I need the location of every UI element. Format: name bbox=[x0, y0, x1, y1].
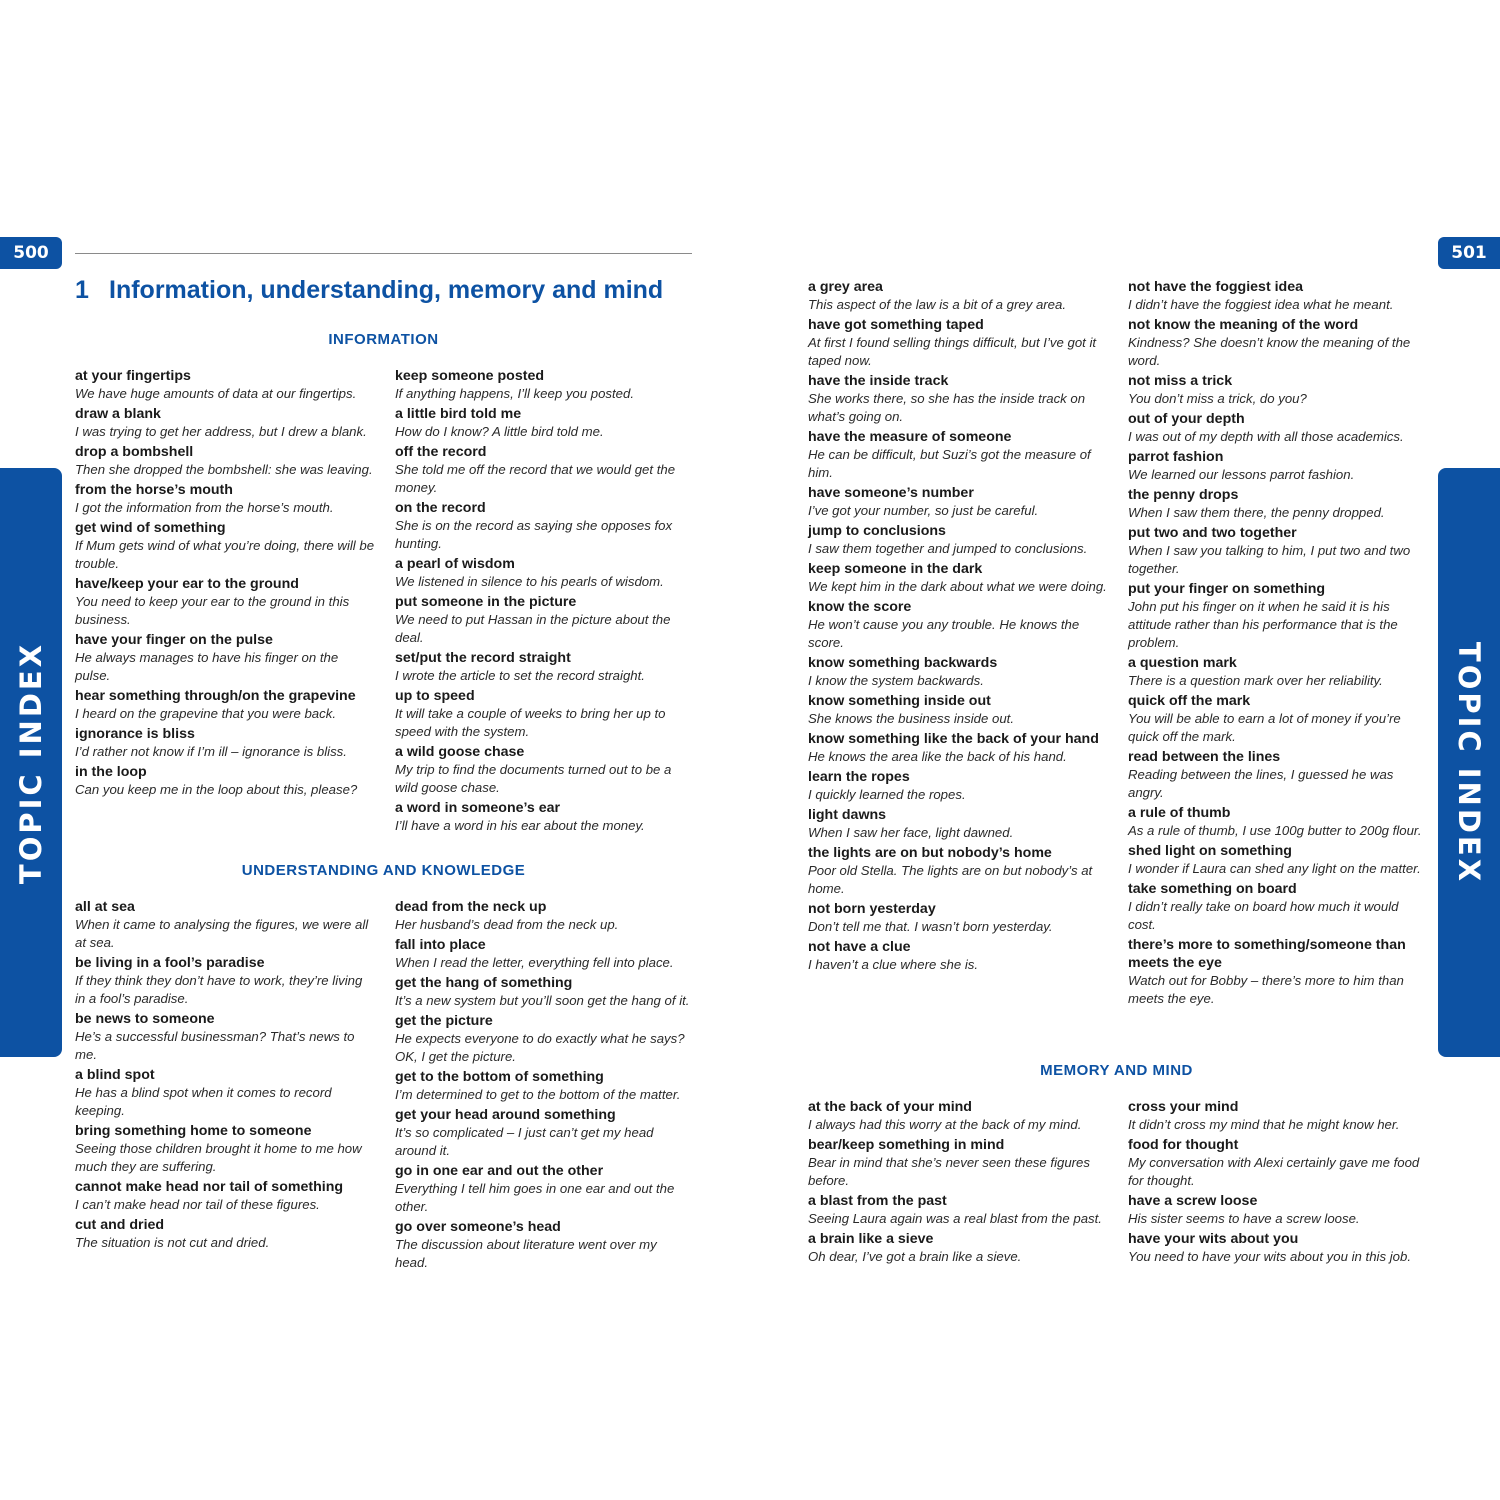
idiom-example: We kept him in the dark about what we were doing. bbox=[808, 579, 1107, 594]
idiom-example: My trip to find the documents turned out to be a wild goose chase. bbox=[395, 762, 672, 795]
idiom-term: have a screw loose bbox=[1128, 1193, 1258, 1209]
idiom-term: have the measure of someone bbox=[808, 429, 1012, 445]
idiom-example: I’m determined to get to the bottom of the matter. bbox=[395, 1087, 681, 1102]
idiom-example: She knows the business inside out. bbox=[808, 711, 1014, 726]
idiom-example: You need to keep your ear to the ground in this business. bbox=[75, 594, 350, 627]
idiom-example: It didn’t cross my mind that he might know her. bbox=[1128, 1117, 1400, 1132]
idiom-term: not miss a trick bbox=[1128, 373, 1233, 389]
memory-column-1 bbox=[808, 1098, 1108, 1268]
idiom-entry bbox=[808, 938, 1108, 974]
idiom-entry bbox=[808, 372, 1108, 426]
idiom-example: Seeing those children brought it home to me how much they are suffering. bbox=[75, 1141, 362, 1174]
idiom-term: get the hang of something bbox=[395, 975, 573, 991]
idiom-example: I didn’t have the foggiest idea what he meant. bbox=[1128, 297, 1394, 312]
idiom-entry bbox=[75, 367, 375, 403]
idiom-example: I can’t make head nor tail of these figures. bbox=[75, 1197, 320, 1212]
idiom-example: When it came to analysing the figures, we were all at sea. bbox=[75, 917, 369, 950]
idiom-term: a blind spot bbox=[75, 1067, 155, 1083]
information-column-1 bbox=[75, 367, 375, 801]
idiom-term: have your finger on the pulse bbox=[75, 632, 273, 648]
idiom-entry bbox=[395, 687, 692, 741]
idiom-example: It will take a couple of weeks to bring her up to speed with the system. bbox=[395, 706, 666, 739]
idiom-term: from the horse’s mouth bbox=[75, 482, 233, 498]
idiom-term: a blast from the past bbox=[808, 1193, 947, 1209]
idiom-example: We have huge amounts of data at our fingertips. bbox=[75, 386, 357, 401]
idiom-example: You will be able to earn a lot of money if you’re quick off the mark. bbox=[1128, 711, 1401, 744]
idiom-term: at your fingertips bbox=[75, 368, 191, 384]
idiom-example: I always had this worry at the back of my mind. bbox=[808, 1117, 1082, 1132]
idiom-term: all at sea bbox=[75, 899, 135, 915]
idiom-term: learn the ropes bbox=[808, 769, 910, 785]
idiom-entry bbox=[75, 725, 375, 761]
idiom-entry bbox=[75, 1010, 375, 1064]
idiom-term: a rule of thumb bbox=[1128, 805, 1231, 821]
idiom-entry bbox=[75, 1178, 375, 1214]
idiom-term: a brain like a sieve bbox=[808, 1231, 934, 1247]
idiom-term: ignorance is bliss bbox=[75, 726, 195, 742]
idiom-entry bbox=[75, 405, 375, 441]
idiom-term: have the inside track bbox=[808, 373, 949, 389]
idiom-example: Everything I tell him goes in one ear and out the other. bbox=[395, 1181, 675, 1214]
idiom-term: be news to someone bbox=[75, 1011, 215, 1027]
idiom-example: When I saw them there, the penny dropped. bbox=[1128, 505, 1385, 520]
idiom-term: in the loop bbox=[75, 764, 147, 780]
idiom-entry bbox=[1128, 692, 1428, 746]
idiom-example: Don’t tell me that. I wasn’t born yesterday. bbox=[808, 919, 1053, 934]
idiom-example: You don’t miss a trick, do you? bbox=[1128, 391, 1307, 406]
idiom-term: know the score bbox=[808, 599, 912, 615]
idiom-entry bbox=[75, 631, 375, 685]
idiom-term: have/keep your ear to the ground bbox=[75, 576, 299, 592]
chapter-title bbox=[75, 276, 715, 305]
idiom-term: cannot make head nor tail of something bbox=[75, 1179, 344, 1195]
idiom-example: Kindness? She doesn’t know the meaning of the word. bbox=[1128, 335, 1411, 368]
idiom-example: If anything happens, I’ll keep you posted. bbox=[395, 386, 635, 401]
idiom-entry bbox=[75, 954, 375, 1008]
idiom-example: I’d rather not know if I’m ill – ignorance is bliss. bbox=[75, 744, 347, 759]
idiom-example: He knows the area like the back of his hand. bbox=[808, 749, 1067, 764]
idiom-term: a question mark bbox=[1128, 655, 1237, 671]
idiom-entry bbox=[1128, 1098, 1428, 1134]
idiom-example: His sister seems to have a screw loose. bbox=[1128, 1211, 1360, 1226]
idiom-example: She told me off the record that we would get the money. bbox=[395, 462, 676, 495]
idiom-entry bbox=[75, 1216, 375, 1252]
chapter-number: 1 bbox=[75, 276, 89, 304]
idiom-entry bbox=[395, 367, 692, 403]
idiom-term: have someone’s number bbox=[808, 485, 974, 501]
idiom-example: There is a question mark over her reliability. bbox=[1128, 673, 1383, 688]
idiom-entry bbox=[808, 768, 1108, 804]
idiom-example: She works there, so she has the inside track on what’s going on. bbox=[808, 391, 1086, 424]
idiom-example: She is on the record as saying she opposes fox hunting. bbox=[395, 518, 673, 551]
idiom-example: Reading between the lines, I guessed he was angry. bbox=[1128, 767, 1394, 800]
idiom-entry bbox=[75, 443, 375, 479]
idiom-term: not born yesterday bbox=[808, 901, 936, 917]
idiom-example: John put his finger on it when he said it is his attitude rather than his performance that is the problem. bbox=[1128, 599, 1398, 650]
idiom-example: How do I know? A little bird told me. bbox=[395, 424, 604, 439]
idiom-example: If Mum gets wind of what you’re doing, there will be trouble. bbox=[75, 538, 375, 571]
idiom-entry bbox=[808, 1136, 1108, 1190]
idiom-entry bbox=[395, 593, 692, 647]
idiom-entry bbox=[808, 692, 1108, 728]
idiom-entry bbox=[808, 598, 1108, 652]
idiom-entry bbox=[395, 1106, 692, 1160]
idiom-term: go in one ear and out the other bbox=[395, 1163, 604, 1179]
idiom-entry bbox=[1128, 1230, 1428, 1266]
page-number-left: 500 bbox=[0, 237, 62, 269]
idiom-entry bbox=[395, 1218, 692, 1272]
idiom-entry bbox=[1128, 654, 1428, 690]
idiom-term: not know the meaning of the word bbox=[1128, 317, 1359, 333]
page-number-right: 501 bbox=[1438, 237, 1500, 269]
idiom-term: drop a bombshell bbox=[75, 444, 194, 460]
idiom-term: have got something taped bbox=[808, 317, 984, 333]
idiom-entry bbox=[808, 654, 1108, 690]
idiom-example: I haven’t a clue where she is. bbox=[808, 957, 979, 972]
idiom-example: I wrote the article to set the record straight. bbox=[395, 668, 645, 683]
idiom-entry bbox=[808, 484, 1108, 520]
memory-column-2 bbox=[1128, 1098, 1428, 1268]
idiom-entry bbox=[75, 687, 375, 723]
idiom-entry bbox=[1128, 410, 1428, 446]
idiom-term: know something like the back of your hand bbox=[808, 731, 1099, 747]
idiom-entry bbox=[75, 481, 375, 517]
idiom-example: You need to have your wits about you in this job. bbox=[1128, 1249, 1411, 1264]
idiom-example: We listened in silence to his pearls of wisdom. bbox=[395, 574, 664, 589]
idiom-entry bbox=[75, 575, 375, 629]
idiom-term: shed light on something bbox=[1128, 843, 1292, 859]
idiom-term: a wild goose chase bbox=[395, 744, 525, 760]
idiom-example: I was trying to get her address, but I drew a blank. bbox=[75, 424, 367, 439]
idiom-example: We need to put Hassan in the picture about the deal. bbox=[395, 612, 671, 645]
idiom-entry bbox=[395, 1012, 692, 1066]
idiom-entry bbox=[1128, 316, 1428, 370]
idiom-entry bbox=[75, 763, 375, 799]
idiom-term: know something inside out bbox=[808, 693, 991, 709]
idiom-entry bbox=[808, 278, 1108, 314]
idiom-term: hear something through/on the grapevine bbox=[75, 688, 356, 704]
idiom-term: a little bird told me bbox=[395, 406, 522, 422]
idiom-entry bbox=[395, 898, 692, 934]
idiom-term: be living in a fool’s paradise bbox=[75, 955, 265, 971]
idiom-term: get the picture bbox=[395, 1013, 493, 1029]
idiom-entry bbox=[395, 1068, 692, 1104]
idiom-entry bbox=[1128, 524, 1428, 578]
idiom-example: Seeing Laura again was a real blast from the past. bbox=[808, 1211, 1102, 1226]
idiom-term: put your finger on something bbox=[1128, 581, 1326, 597]
idiom-example: The situation is not cut and dried. bbox=[75, 1235, 270, 1250]
idiom-example: Bear in mind that she’s never seen these figures before. bbox=[808, 1155, 1090, 1188]
idiom-example: I wonder if Laura can shed any light on the matter. bbox=[1128, 861, 1421, 876]
idiom-term: the penny drops bbox=[1128, 487, 1239, 503]
information-column-2 bbox=[395, 367, 692, 837]
idiom-example: When I saw her face, light dawned. bbox=[808, 825, 1014, 840]
idiom-entry bbox=[395, 405, 692, 441]
idiom-example: I’ll have a word in his ear about the money. bbox=[395, 818, 645, 833]
idiom-term: jump to conclusions bbox=[808, 523, 946, 539]
idiom-term: bring something home to someone bbox=[75, 1123, 312, 1139]
idiom-term: cut and dried bbox=[75, 1217, 165, 1233]
idiom-entry bbox=[1128, 1136, 1428, 1190]
idiom-entry bbox=[808, 1230, 1108, 1266]
side-tab-right bbox=[1438, 468, 1500, 1057]
idiom-entry bbox=[395, 649, 692, 685]
idiom-example: I was out of my depth with all those academics. bbox=[1128, 429, 1404, 444]
idiom-term: get wind of something bbox=[75, 520, 226, 536]
idiom-entry bbox=[808, 900, 1108, 936]
idiom-example: He can be difficult, but Suzi’s got the measure of him. bbox=[808, 447, 1091, 480]
idiom-term: have your wits about you bbox=[1128, 1231, 1299, 1247]
idiom-term: out of your depth bbox=[1128, 411, 1245, 427]
idiom-entry bbox=[395, 799, 692, 835]
idiom-example: Poor old Stella. The lights are on but nobody’s at home. bbox=[808, 863, 1093, 896]
idiom-term: draw a blank bbox=[75, 406, 161, 422]
idiom-entry bbox=[1128, 448, 1428, 484]
section-heading-understanding: UNDERSTANDING AND KNOWLEDGE bbox=[241, 862, 526, 879]
idiom-term: set/put the record straight bbox=[395, 650, 571, 666]
idiom-term: quick off the mark bbox=[1128, 693, 1251, 709]
idiom-entry bbox=[808, 1098, 1108, 1134]
idiom-entry bbox=[395, 936, 692, 972]
idiom-entry bbox=[808, 844, 1108, 898]
idiom-example: Then she dropped the bombshell: she was leaving. bbox=[75, 462, 373, 477]
idiom-term: there’s more to something/someone than meets the eye bbox=[1128, 937, 1406, 971]
idiom-entry bbox=[395, 743, 692, 797]
idiom-entry bbox=[75, 1122, 375, 1176]
idiom-term: keep someone posted bbox=[395, 368, 545, 384]
section-heading-memory: MEMORY AND MIND bbox=[1040, 1062, 1193, 1079]
idiom-term: not have a clue bbox=[808, 939, 911, 955]
idiom-example: I know the system backwards. bbox=[808, 673, 984, 688]
idiom-example: I got the information from the horse’s mouth. bbox=[75, 500, 334, 515]
idiom-example: If they think they don’t have to work, they’re living in a fool’s paradise. bbox=[75, 973, 363, 1006]
idiom-example: At first I found selling things difficult, but I’ve got it taped now. bbox=[808, 335, 1097, 368]
idiom-term: on the record bbox=[395, 500, 486, 516]
understanding-column-3 bbox=[808, 278, 1108, 976]
idiom-term: know something backwards bbox=[808, 655, 998, 671]
side-tab-left bbox=[0, 468, 62, 1057]
idiom-term: go over someone’s head bbox=[395, 1219, 561, 1235]
idiom-example: He has a blind spot when it comes to record keeping. bbox=[75, 1085, 332, 1118]
idiom-example: He’s a successful businessman? That’s news to me. bbox=[75, 1029, 355, 1062]
idiom-term: up to speed bbox=[395, 688, 475, 704]
idiom-example: He always manages to have his finger on the pulse. bbox=[75, 650, 339, 683]
idiom-term: take something on board bbox=[1128, 881, 1297, 897]
idiom-term: fall into place bbox=[395, 937, 486, 953]
idiom-entry bbox=[395, 974, 692, 1010]
idiom-entry bbox=[75, 1066, 375, 1120]
idiom-example: I saw them together and jumped to conclusions. bbox=[808, 541, 1088, 556]
idiom-entry bbox=[808, 316, 1108, 370]
idiom-example: He won’t cause you any trouble. He knows the score. bbox=[808, 617, 1080, 650]
idiom-term: not have the foggiest idea bbox=[1128, 279, 1304, 295]
idiom-term: a pearl of wisdom bbox=[395, 556, 515, 572]
idiom-term: read between the lines bbox=[1128, 749, 1281, 765]
side-tab-label: TOPIC INDEX bbox=[14, 641, 49, 884]
idiom-example: This aspect of the law is a bit of a grey area. bbox=[808, 297, 1067, 312]
idiom-example: Watch out for Bobby – there’s more to him than meets the eye. bbox=[1128, 973, 1404, 1006]
idiom-entry bbox=[395, 443, 692, 497]
idiom-example: My conversation with Alexi certainly gave me food for thought. bbox=[1128, 1155, 1420, 1188]
idiom-example: When I read the letter, everything fell into place. bbox=[395, 955, 674, 970]
idiom-entry bbox=[1128, 936, 1428, 1008]
idiom-example: We learned our lessons parrot fashion. bbox=[1128, 467, 1355, 482]
idiom-term: get to the bottom of something bbox=[395, 1069, 604, 1085]
idiom-entry bbox=[395, 1162, 692, 1216]
idiom-example: I’ve got your number, so just be careful. bbox=[808, 503, 1039, 518]
idiom-entry bbox=[1128, 580, 1428, 652]
idiom-term: light dawns bbox=[808, 807, 887, 823]
idiom-example: As a rule of thumb, I use 100g butter to 200g flour. bbox=[1128, 823, 1422, 838]
idiom-example: He expects everyone to do exactly what he says? OK, I get the picture. bbox=[395, 1031, 685, 1064]
idiom-example: Can you keep me in the loop about this, please? bbox=[75, 782, 358, 797]
understanding-column-2 bbox=[395, 898, 692, 1274]
idiom-entry bbox=[1128, 1192, 1428, 1228]
idiom-term: put someone in the picture bbox=[395, 594, 577, 610]
idiom-entry bbox=[75, 898, 375, 952]
understanding-column-4 bbox=[1128, 278, 1428, 1010]
idiom-term: off the record bbox=[395, 444, 487, 460]
idiom-example: Oh dear, I’ve got a brain like a sieve. bbox=[808, 1249, 1022, 1264]
idiom-term: a grey area bbox=[808, 279, 883, 295]
idiom-term: keep someone in the dark bbox=[808, 561, 983, 577]
idiom-term: a word in someone’s ear bbox=[395, 800, 561, 816]
idiom-term: cross your mind bbox=[1128, 1099, 1239, 1115]
idiom-term: get your head around something bbox=[395, 1107, 616, 1123]
idiom-entry bbox=[808, 522, 1108, 558]
idiom-entry bbox=[1128, 372, 1428, 408]
idiom-example: The discussion about literature went over my head. bbox=[395, 1237, 657, 1270]
idiom-example: Her husband’s dead from the neck up. bbox=[395, 917, 619, 932]
idiom-example: It’s so complicated – I just can’t get my head around it. bbox=[395, 1125, 654, 1158]
idiom-term: put two and two together bbox=[1128, 525, 1297, 541]
idiom-entry bbox=[1128, 278, 1428, 314]
idiom-entry bbox=[395, 555, 692, 591]
idiom-entry bbox=[1128, 842, 1428, 878]
idiom-example: I didn’t really take on board how much it would cost. bbox=[1128, 899, 1399, 932]
idiom-example: I quickly learned the ropes. bbox=[808, 787, 966, 802]
side-tab-label: TOPIC INDEX bbox=[1452, 641, 1487, 884]
idiom-term: the lights are on but nobody’s home bbox=[808, 845, 1052, 861]
section-heading-information: INFORMATION bbox=[328, 331, 439, 348]
idiom-entry bbox=[808, 560, 1108, 596]
idiom-entry bbox=[808, 1192, 1108, 1228]
idiom-term: at the back of your mind bbox=[808, 1099, 972, 1115]
idiom-entry bbox=[808, 730, 1108, 766]
idiom-term: food for thought bbox=[1128, 1137, 1239, 1153]
idiom-example: I heard on the grapevine that you were back. bbox=[75, 706, 336, 721]
idiom-term: dead from the neck up bbox=[395, 899, 547, 915]
idiom-entry bbox=[808, 806, 1108, 842]
idiom-entry bbox=[75, 519, 375, 573]
header-rule bbox=[75, 253, 692, 254]
idiom-term: bear/keep something in mind bbox=[808, 1137, 1005, 1153]
understanding-column-1 bbox=[75, 898, 375, 1254]
idiom-entry bbox=[1128, 486, 1428, 522]
idiom-entry bbox=[1128, 748, 1428, 802]
idiom-entry bbox=[395, 499, 692, 553]
idiom-entry bbox=[808, 428, 1108, 482]
idiom-example: It’s a new system but you’ll soon get the hang of it. bbox=[395, 993, 690, 1008]
idiom-entry bbox=[1128, 804, 1428, 840]
chapter-title-text: Information, understanding, memory and mind bbox=[109, 276, 664, 304]
idiom-entry bbox=[1128, 880, 1428, 934]
idiom-term: parrot fashion bbox=[1128, 449, 1224, 465]
idiom-example: When I saw you talking to him, I put two and two together. bbox=[1128, 543, 1411, 576]
